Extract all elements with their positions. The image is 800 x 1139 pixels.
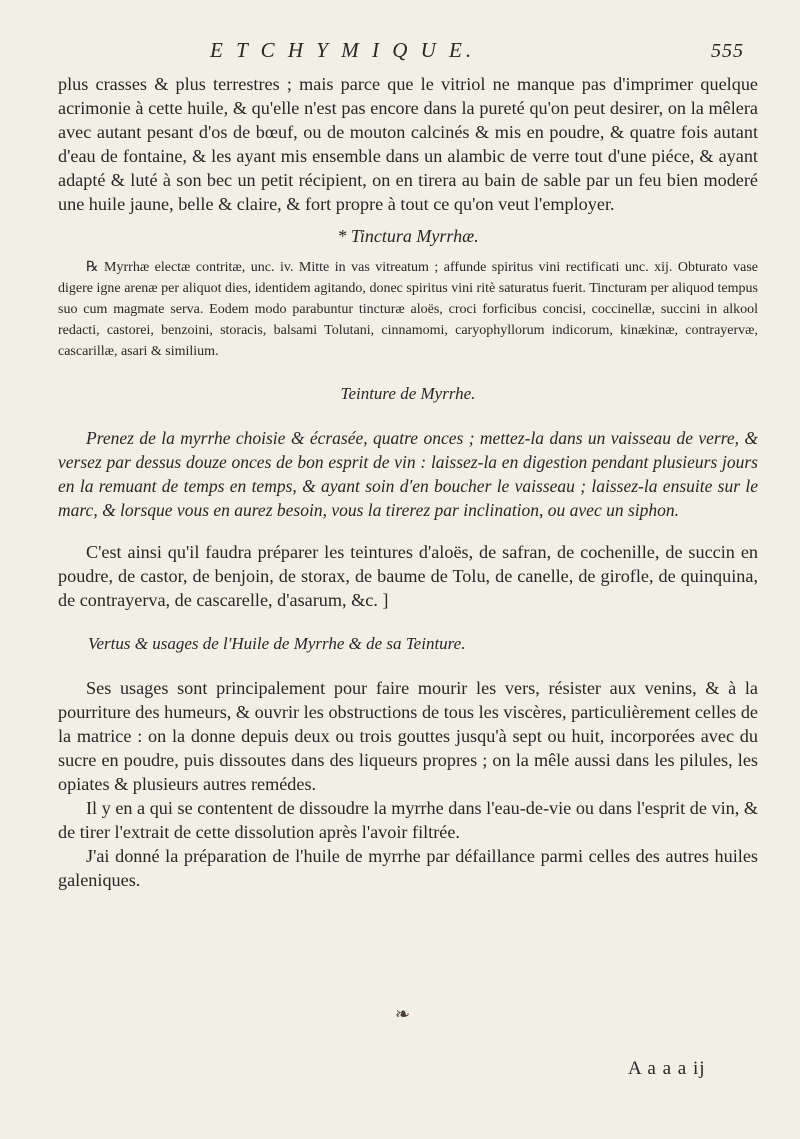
page-number: 555 <box>711 40 744 62</box>
virtues-heading: Vertus & usages de l'Huile de Myrrhe & de sa Teinture. <box>88 634 466 653</box>
paragraph-uses: Ses usages sont principalement pour faire mourir les vers, résister aux venins, & à la pourriture des humeurs, & ouvrir les obstructions de tous les viscères, particulièrement celles de la matrice : on la donne depuis deux ou trois gouttes jusqu'à sept ou huit, incorporées avec du sucre en poudre, puis dissoutes dans des liqueurs propres ; on la mêle aussi dans les pilules, les opiates & plusieurs autres remédes. <box>58 678 758 794</box>
latin-heading: * Tinctura Myrrhæ. <box>337 226 479 246</box>
paragraph-dissolve: Il y en a qui se contentent de dissoudre la myrrhe dans l'eau-de-vie ou dans l'esprit de vin, & de tirer l'extrait de cette dissolution après l'avoir filtrée. <box>58 798 758 842</box>
paragraph-oil-preparation: plus crasses & plus terrestres ; mais parce que le vitriol ne manque pas d'imprimer quelque acrimonie à cette huile, & qu'elle n'est pas encore dans la pureté qu'on peut desirer, on la mêlera avec autant pesant d'os de bœuf, ou de mouton calcinés & mis en poudre, & quatre fois autant d'eau de fontaine, & les ayant mis ensemble dans un alambic de verre tout d'une piéce, & ayant adapté & luté à son bec un petit récipient, on en tirera au bain de sable par un feu bien moderé une huile jaune, belle & claire, & fort propre à tout ce qu'on veut l'employer. <box>58 74 758 214</box>
fleuron-ornament-icon: ❧ <box>395 1004 411 1024</box>
french-recipe: Prenez de la myrrhe choisie & écrasée, quatre onces ; mettez-la dans un vaisseau de verre, & versez par dessus douze onces de bon esprit de vin : laissez-la en digestion pendant plusieurs jours en la remuant de temps en temps, & ayant soin d'en boucher le vaisseau ; laissez-la ensuite sur le marc, & lorsque vous en aurez besoin, vous la tirerez par inclination, ou avec un siphon. <box>58 428 758 520</box>
signature-mark: A a a a ij <box>628 1058 706 1079</box>
running-header <box>210 38 770 63</box>
paragraph-reference: J'ai donné la préparation de l'huile de myrrhe par défaillance parmi celles des autres huiles galeniques. <box>58 846 758 890</box>
paragraph-tinctures: C'est ainsi qu'il faudra préparer les teintures d'aloës, de safran, de cochenille, de succin en poudre, de castor, de benjoin, de storax, de baume de Tolu, de canelle, de girofle, de quinquina, de contrayerva, de cascarelle, d'asarum, &c. ] <box>58 542 758 610</box>
french-heading: Teinture de Myrrhe. <box>340 384 476 403</box>
running-title: E T C H Y M I Q U E. <box>210 38 476 62</box>
latin-recipe: ℞ Myrrhæ electæ contritæ, unc. iv. Mitte in vas vitreatum ; affunde spiritus vini rectificati unc. xij. Obturato vase digere igne arenæ per aliquot dies, identidem agitando, donec spiritus vini ritè saturatus fuerit. Tincturam per aliquod tempus suo cum magmate serva. Eodem modo parabuntur tincturæ aloës, croci forficibus concisi, coccinellæ, succini in alkool redacti, castorei, benzoini, storacis, balsami Tolutani, cinnamomi, caryophyllorum indicorum, kinækinæ, contrayervæ, cascarillæ, asari & similium. <box>58 260 758 359</box>
page-body <box>58 72 758 892</box>
